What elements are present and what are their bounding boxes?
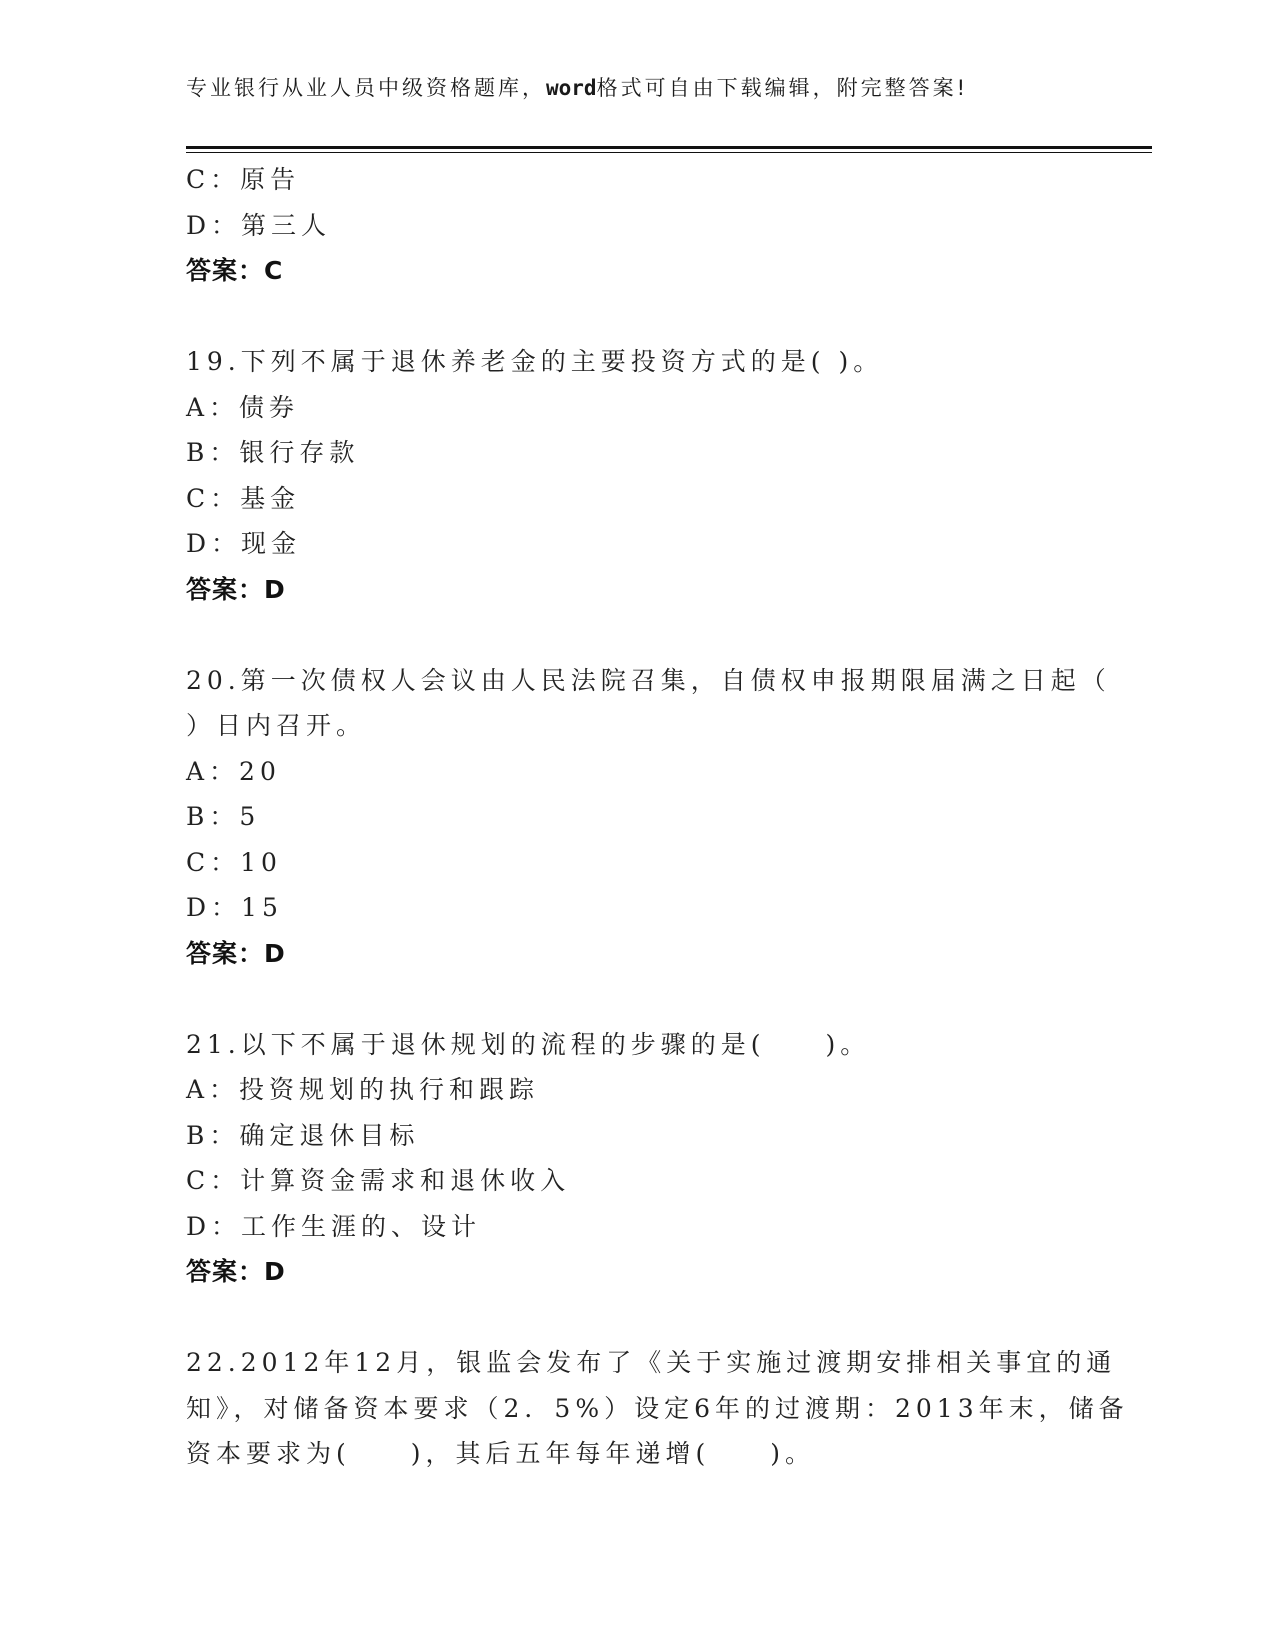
document-body [186, 157, 1129, 1477]
answer-line: 答案：D [186, 574, 286, 604]
header-rule-thin [186, 152, 1152, 153]
option-line: A：20 [186, 756, 281, 786]
answer-line: 答案：C [186, 256, 284, 285]
spacer [186, 294, 1086, 340]
question-stem: 20.第一次债权人会议由人民法院召集，自债权申报期限届满之日起（ [186, 665, 1111, 695]
question-stem: 21.以下不属于退休规划的流程的步骤的是( )。 [186, 1029, 871, 1059]
question-stem: 资本要求为( )，其后五年每年递增( )。 [186, 1439, 816, 1468]
option-line: D：15 [186, 893, 283, 922]
answer-line: 答案：D [186, 938, 286, 968]
spacer [186, 976, 1086, 1022]
header-word: word [546, 76, 597, 100]
option-line: C：计算资金需求和退休收入 [186, 1166, 571, 1195]
option-line: A：投资规划的执行和跟踪 [186, 1075, 540, 1104]
spacer [186, 612, 1086, 658]
question-stem: ）日内召开。 [186, 711, 367, 740]
header-suffix: 格式可自由下载编辑，附完整答案! [596, 76, 968, 100]
option-line: B：确定退休目标 [186, 1120, 420, 1150]
option-line: B：银行存款 [186, 438, 360, 467]
option-line: D：现金 [186, 529, 302, 558]
option-line: C：原告 [186, 165, 301, 194]
question-stem: 22.2012年12月，银监会发布了《关于实施过渡期安排相关事宜的通 [186, 1348, 1117, 1377]
page-header [186, 72, 1146, 102]
answer-line: 答案：D [186, 1257, 286, 1286]
question-stem: 知》，对储备资本要求（2．5%）设定6年的过渡期：2013年末，储备 [186, 1393, 1129, 1423]
spacer [186, 1295, 1086, 1341]
option-line: B：5 [186, 802, 261, 831]
question-stem: 19.下列不属于退休养老金的主要投资方式的是( )。 [186, 347, 884, 376]
header-rule [186, 146, 1152, 149]
header-prefix: 专业银行从业人员中级资格题库， [186, 76, 546, 100]
option-line: A：债券 [186, 392, 300, 422]
option-line: D：第三人 [186, 210, 332, 240]
option-line: C：基金 [186, 483, 301, 513]
option-line: C：10 [186, 847, 282, 877]
option-line: D：工作生涯的、设计 [186, 1211, 482, 1241]
